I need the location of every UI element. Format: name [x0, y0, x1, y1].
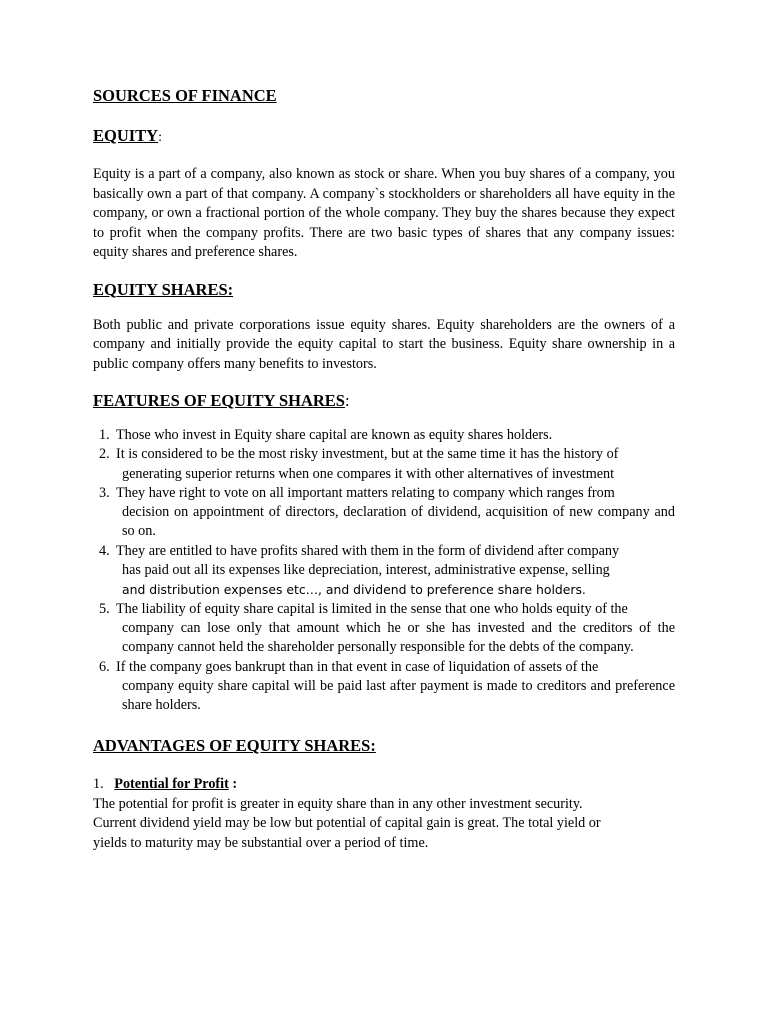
equity-shares-heading-text: EQUITY SHARES:	[93, 279, 234, 299]
document-title: SOURCES OF FINANCE	[93, 86, 277, 105]
advantage-item-colon: :	[228, 776, 238, 793]
list-item	[93, 445, 675, 484]
equity-heading-text: EQUITY	[93, 126, 159, 145]
document-page	[93, 86, 675, 853]
features-heading-text: FEATURES OF EQUITY SHARES	[93, 391, 345, 410]
list-item-continuation: generating superior returns when one compares it with other alternatives of investment	[122, 465, 615, 482]
list-item-continuation-sans: and distribution expenses etc…, and dividend to preference share holders.	[122, 582, 586, 598]
advantages-heading	[93, 736, 675, 756]
list-item-text: If the company goes bankrupt than in that event in case of liquidation of assets of the	[116, 658, 599, 675]
list-item-number: 4.	[99, 542, 110, 559]
list-item-number: 1.	[99, 427, 110, 443]
list-item-text: It is considered to be the most risky investment, but at the same time it has the history of	[116, 446, 619, 463]
equity-shares-paragraph: Both public and private corporations issue equity shares. Equity shareholders are the owners of a company and initially provide the equity capital to start the business. Equity share ownership in a public company offers many benefits to investors.	[93, 316, 675, 372]
advantages-heading-text: ADVANTAGES OF EQUITY SHARES:	[93, 736, 376, 756]
equity-heading-colon: :	[158, 130, 162, 145]
advantage-item-number: 1.	[93, 776, 104, 793]
equity-paragraph: Equity is a part of a company, also known as stock or share. When you buy shares of a company, you basically own a part of that company. A company`s stockholders or shareholders all have equity in the company, or own a fractional portion of the whole company. They buy the shares because they expect to profit when the company profits. There are two basic types of shares that any company issues: equity shares and preference shares.	[93, 166, 675, 260]
list-item-number: 5.	[99, 600, 110, 617]
advantage-line: The potential for profit is greater in equity share than in any other investment security.	[93, 795, 583, 812]
list-item-number: 3.	[99, 484, 110, 501]
list-item-number: 2.	[99, 446, 110, 463]
advantage-item-1	[93, 775, 675, 795]
features-heading	[93, 391, 675, 411]
features-list	[93, 426, 675, 715]
list-item-continuation: company can lose only that amount which he or she has invested and the creditors of the company cannot held the shareholder personally responsible for the debts of the company.	[122, 619, 675, 656]
advantage-item-label: Potential for Profit	[114, 776, 229, 793]
list-item-continuation: decision on appointment of directors, declaration of dividend, acquisition of new company and so on.	[122, 504, 675, 540]
list-item	[93, 658, 675, 716]
list-item-text: They are entitled to have profits shared with them in the form of dividend after company	[116, 542, 620, 559]
equity-heading	[93, 126, 675, 148]
list-item	[93, 484, 675, 542]
list-item	[93, 426, 675, 445]
list-item-text: They have right to vote on all important matters relating to company which ranges from	[116, 484, 615, 501]
list-item	[93, 542, 675, 600]
equity-shares-heading	[93, 280, 675, 300]
list-item-number: 6.	[99, 658, 110, 675]
list-item-text: The liability of equity share capital is limited in the sense that one who holds equity of the	[116, 600, 628, 617]
advantage-line: Current dividend yield may be low but potential of capital gain is great. The total yield or	[93, 815, 601, 832]
list-item-continuation: company equity share capital will be paid last after payment is made to creditors and preference share holders.	[122, 677, 675, 714]
list-item-text: Those who invest in Equity share capital are known as equity shares holders.	[116, 427, 553, 443]
features-heading-colon: :	[344, 391, 350, 410]
list-item	[93, 600, 675, 658]
list-item-continuation: has paid out all its expenses like depreciation, interest, administrative expense, selling	[122, 562, 610, 579]
advantage-line: yields to maturity may be substantial over a period of time.	[93, 834, 429, 851]
